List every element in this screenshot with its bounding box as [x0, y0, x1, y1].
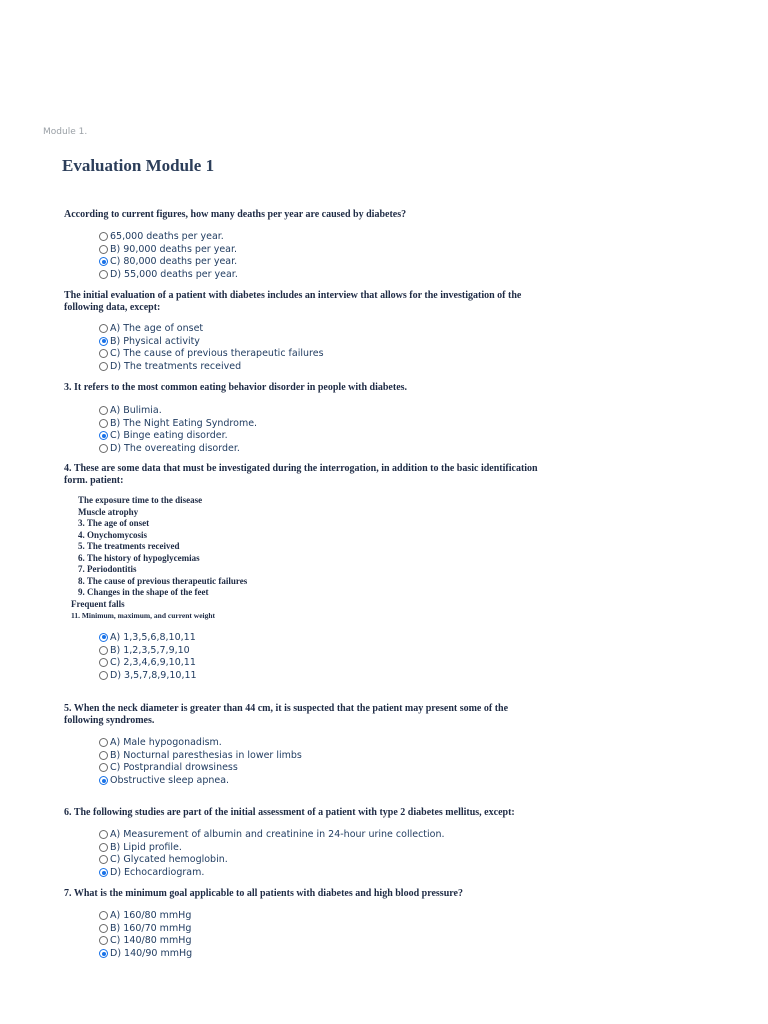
option-label: A) Measurement of albumin and creatinine in 24-hour urine collection. — [110, 828, 445, 840]
option-label: C) Glycated hemoglobin. — [110, 854, 228, 866]
question-4-option-c[interactable] — [99, 657, 197, 670]
question-2-option-d[interactable] — [99, 360, 324, 373]
option-label: B) Physical activity — [110, 335, 200, 347]
radio-button-icon[interactable] — [99, 751, 108, 760]
question-7-option-c[interactable] — [99, 935, 192, 948]
data-item: 4. Onychomycosis — [78, 529, 148, 540]
question-4-data-list — [71, 495, 247, 622]
question-7-options — [99, 909, 192, 960]
question-6-option-d[interactable] — [99, 866, 445, 879]
option-label: D) Echocardiogram. — [110, 867, 205, 879]
option-label: D) The overeating disorder. — [110, 443, 240, 455]
question-1-text: According to current figures, how many deaths per year are caused by diabetes? — [64, 209, 407, 220]
question-4-text: 4. These are some data that must be investigated during the interrogation, in addition to the basic identification form. patient: — [64, 463, 538, 486]
question-7-option-a[interactable] — [99, 909, 192, 922]
radio-button-icon[interactable] — [99, 658, 108, 667]
data-item: Frequent falls — [71, 598, 125, 609]
radio-button-icon[interactable] — [99, 362, 108, 371]
radio-button-icon[interactable] — [99, 936, 108, 945]
option-label: B) 90,000 deaths per year. — [110, 243, 238, 255]
question-5-option-d[interactable] — [99, 774, 302, 787]
radio-button-icon[interactable] — [99, 349, 108, 358]
question-3-text: 3. It refers to the most common eating behavior disorder in people with diabetes. — [64, 382, 408, 393]
data-item: Muscle atrophy — [78, 506, 139, 517]
option-label: C) The cause of previous therapeutic failures — [110, 348, 324, 360]
radio-button-icon[interactable] — [99, 245, 108, 254]
module-label: Module 1. — [43, 127, 88, 137]
option-label: C) 80,000 deaths per year. — [110, 256, 238, 268]
question-2-text: The initial evaluation of a patient with diabetes includes an interview that allows for the investigation of the following data, except: — [64, 290, 522, 313]
radio-button-icon[interactable] — [99, 646, 108, 655]
radio-button-icon[interactable] — [99, 830, 108, 839]
option-label: B) Nocturnal paresthesias in lower limbs — [110, 749, 302, 761]
radio-button-icon[interactable] — [99, 431, 108, 440]
option-label: C) 2,3,4,6,9,10,11 — [110, 657, 196, 669]
data-item: 11. Minimum, maximum, and current weight — [71, 611, 216, 620]
question-5-option-c[interactable] — [99, 762, 302, 775]
question-1-option-a[interactable] — [99, 230, 238, 243]
radio-button-icon[interactable] — [99, 949, 108, 958]
question-7-option-b[interactable] — [99, 922, 192, 935]
option-label: Obstructive sleep apnea. — [110, 775, 230, 787]
data-item: 6. The history of hypoglycemias — [78, 552, 200, 563]
radio-button-icon[interactable] — [99, 337, 108, 346]
option-label: A) Male hypogonadism. — [110, 736, 222, 748]
option-label: C) 140/80 mmHg — [110, 935, 192, 947]
option-label: C) Postprandial drowsiness — [110, 762, 238, 774]
question-6-option-b[interactable] — [99, 841, 445, 854]
question-3-option-d[interactable] — [99, 442, 257, 455]
question-1-option-b[interactable] — [99, 243, 238, 256]
question-4-option-a[interactable] — [99, 631, 197, 644]
option-label: A) 1,3,5,6,8,10,11 — [110, 631, 196, 643]
question-5-options — [99, 736, 302, 787]
option-label: A) 160/80 mmHg — [110, 909, 192, 921]
question-3-options — [99, 404, 257, 455]
question-1-option-c[interactable] — [99, 256, 238, 269]
question-2-option-a[interactable] — [99, 322, 324, 335]
question-3-option-a[interactable] — [99, 404, 257, 417]
question-1-option-d[interactable] — [99, 268, 238, 281]
radio-button-icon[interactable] — [99, 633, 108, 642]
option-label: D) 55,000 deaths per year. — [110, 269, 238, 281]
question-3-option-c[interactable] — [99, 430, 257, 443]
question-6-option-a[interactable] — [99, 828, 445, 841]
radio-button-icon[interactable] — [99, 924, 108, 933]
radio-button-icon[interactable] — [99, 257, 108, 266]
question-5-option-a[interactable] — [99, 736, 302, 749]
question-2-option-c[interactable] — [99, 348, 324, 361]
question-5-text: 5. When the neck diameter is greater than 44 cm, it is suspected that the patient may present some of the following syndromes. — [64, 703, 509, 726]
data-item: 7. Periodontitis — [78, 564, 137, 574]
option-label: D) The treatments received — [110, 361, 242, 373]
radio-button-icon[interactable] — [99, 232, 108, 241]
radio-button-icon[interactable] — [99, 406, 108, 415]
data-item: 8. The cause of previous therapeutic failures — [78, 575, 248, 586]
question-6-text: 6. The following studies are part of the initial assessment of a patient with type 2 diabetes mellitus, except: — [64, 807, 515, 818]
radio-button-icon[interactable] — [99, 419, 108, 428]
question-2-option-b[interactable] — [99, 335, 324, 348]
question-2-options — [99, 322, 324, 373]
question-7-option-d[interactable] — [99, 947, 192, 960]
radio-button-icon[interactable] — [99, 868, 108, 877]
radio-button-icon[interactable] — [99, 776, 108, 785]
data-item: 5. The treatments received — [78, 541, 180, 551]
radio-button-icon[interactable] — [99, 738, 108, 747]
question-4-option-b[interactable] — [99, 644, 197, 657]
option-label: B) Lipid profile. — [110, 841, 182, 853]
question-7-text: 7. What is the minimum goal applicable to all patients with diabetes and high blood pressure? — [64, 888, 463, 899]
data-item: 3. The age of onset — [78, 518, 150, 528]
radio-button-icon[interactable] — [99, 911, 108, 920]
question-3-option-b[interactable] — [99, 417, 257, 430]
option-label: D) 3,5,7,8,9,10,11 — [110, 670, 197, 682]
radio-button-icon[interactable] — [99, 671, 108, 680]
option-label: A) The age of onset — [110, 322, 204, 334]
option-label: 65,000 deaths per year. — [110, 230, 224, 242]
question-6-options — [99, 828, 445, 879]
radio-button-icon[interactable] — [99, 855, 108, 864]
question-6-option-c[interactable] — [99, 854, 445, 867]
radio-button-icon[interactable] — [99, 324, 108, 333]
option-label: B) 160/70 mmHg — [110, 922, 192, 934]
question-4-option-d[interactable] — [99, 669, 197, 682]
question-4-options — [99, 631, 197, 682]
question-1-options — [99, 230, 238, 281]
data-item: The exposure time to the disease — [78, 495, 203, 505]
option-label: B) The Night Eating Syndrome. — [110, 417, 258, 429]
option-label: A) Bulimia. — [110, 404, 162, 416]
radio-button-icon[interactable] — [99, 444, 108, 453]
radio-button-icon[interactable] — [99, 270, 108, 279]
radio-button-icon[interactable] — [99, 763, 108, 772]
option-label: B) 1,2,3,5,7,9,10 — [110, 644, 190, 656]
page-title: Evaluation Module 1 — [62, 156, 215, 175]
option-label: C) Binge eating disorder. — [110, 430, 228, 442]
data-item: 9. Changes in the shape of the feet — [78, 587, 209, 597]
question-5-option-b[interactable] — [99, 749, 302, 762]
option-label: D) 140/90 mmHg — [110, 948, 193, 960]
radio-button-icon[interactable] — [99, 843, 108, 852]
